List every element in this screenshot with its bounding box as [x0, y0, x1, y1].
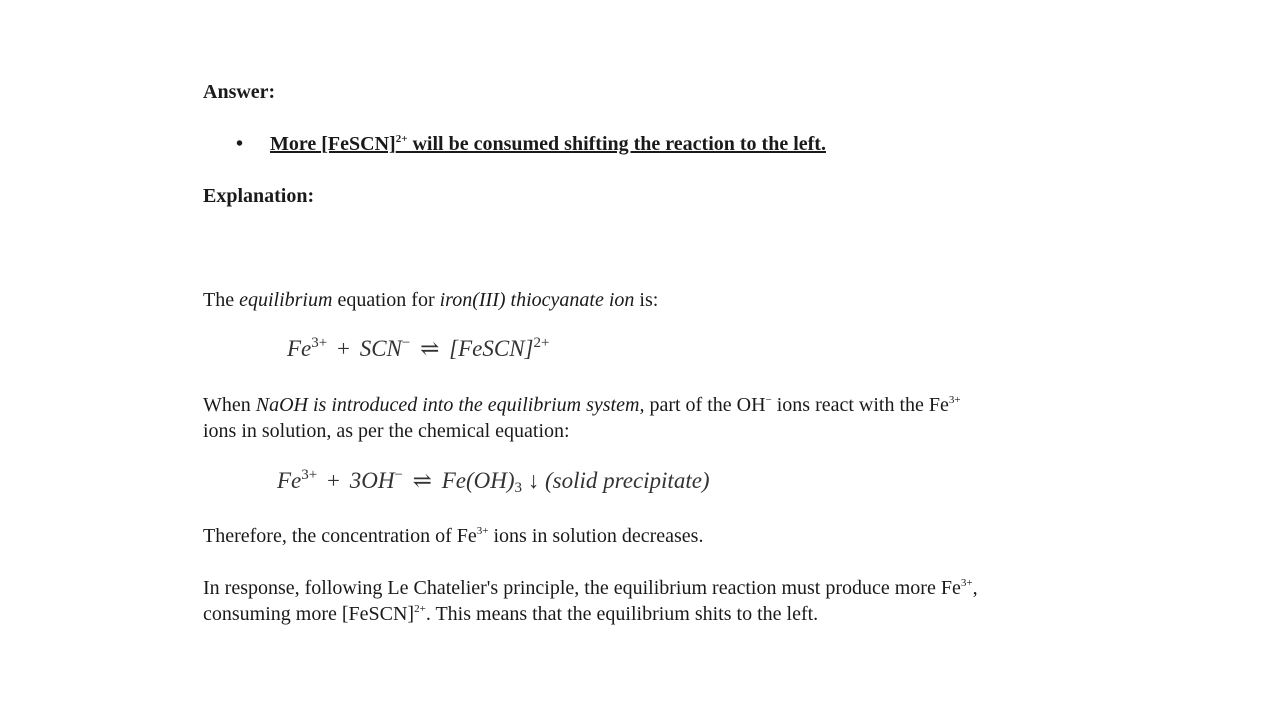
bullet-marker: •: [236, 133, 244, 155]
para2-fe-charge: 3+: [948, 394, 961, 406]
para4-line1-b: ,: [972, 577, 978, 599]
eq2-oh: 3OH: [349, 468, 395, 493]
para1-italic-equilibrium: equilibrium: [239, 289, 333, 311]
eq2-plus: +: [326, 468, 340, 493]
eq2-oh-charge: −: [394, 467, 403, 483]
paragraph-naoh-line2: ions in solution, as per the chemical equation:: [203, 420, 570, 442]
para4-line2-a: consuming more [FeSCN]: [203, 603, 415, 625]
eq1-scn: SCN: [359, 336, 402, 361]
para4-line2-charge: 2+: [414, 603, 426, 615]
para2-italic-naoh: NaOH is introduced into the equilibrium system,: [255, 394, 645, 416]
para3-text-1: Therefore, the concentration of Fe: [203, 525, 477, 547]
equation-hydroxide: [277, 466, 710, 496]
eq2-fe-charge: 3+: [301, 467, 318, 483]
para1-italic-ion: iron(III) thiocyanate ion: [439, 289, 635, 311]
para3-text-2: ions in solution decreases.: [488, 525, 704, 547]
equation-thiocyanate: [287, 334, 549, 364]
eq1-equilibrium-arrow: ⇌: [420, 336, 440, 361]
eq1-fe-charge: 3+: [311, 335, 328, 351]
para1-text-3: equation for: [332, 289, 440, 311]
explanation-heading: Explanation:: [203, 185, 315, 207]
para4-line1-a: In response, following Le Chatelier's principle, the equilibrium reaction must produce more Fe: [203, 577, 961, 599]
eq1-complex: [FeSCN]: [449, 336, 534, 361]
answer-text-post: will be consumed shifting the reaction to the left.: [407, 133, 826, 155]
para1-text-1: The: [203, 289, 240, 311]
paragraph-le-chatelier-line1: [203, 575, 978, 601]
answer-text-pre: More [FeSCN]: [270, 133, 396, 155]
answer-charge: 2+: [395, 133, 408, 145]
para4-line2-b: . This means that the equilibrium shits to the left.: [425, 603, 819, 625]
eq2-fe: Fe: [277, 468, 302, 493]
para4-line1-charge: 3+: [960, 577, 973, 589]
para1-text-5: is:: [634, 289, 659, 311]
paragraph-naoh-line1: [203, 392, 961, 418]
paragraph-concentration: [203, 523, 703, 549]
eq2-equilibrium-arrow: ⇌: [412, 468, 432, 493]
eq2-note: (solid precipitate): [545, 468, 710, 493]
answer-text: [270, 133, 826, 155]
para2-text-3: part of the OH: [644, 394, 766, 416]
eq2-product-subscript: 3: [514, 480, 522, 496]
para3-fe-charge: 3+: [476, 525, 489, 537]
eq1-complex-charge: 2+: [533, 335, 550, 351]
eq2-product: Fe(OH): [441, 468, 515, 493]
para2-oh-charge: −: [765, 394, 772, 406]
down-arrow-icon: ↓: [527, 468, 540, 493]
paragraph-equilibrium-intro: [203, 287, 658, 313]
para2-text-1: When: [203, 394, 256, 416]
eq1-fe: Fe: [287, 336, 312, 361]
paragraph-le-chatelier-line2: [203, 601, 818, 627]
eq1-plus: +: [336, 336, 350, 361]
answer-bullet: [236, 131, 826, 157]
eq1-scn-charge: −: [401, 335, 411, 351]
para2-text-4: ions react with the Fe: [771, 394, 949, 416]
answer-heading: Answer:: [203, 81, 276, 103]
